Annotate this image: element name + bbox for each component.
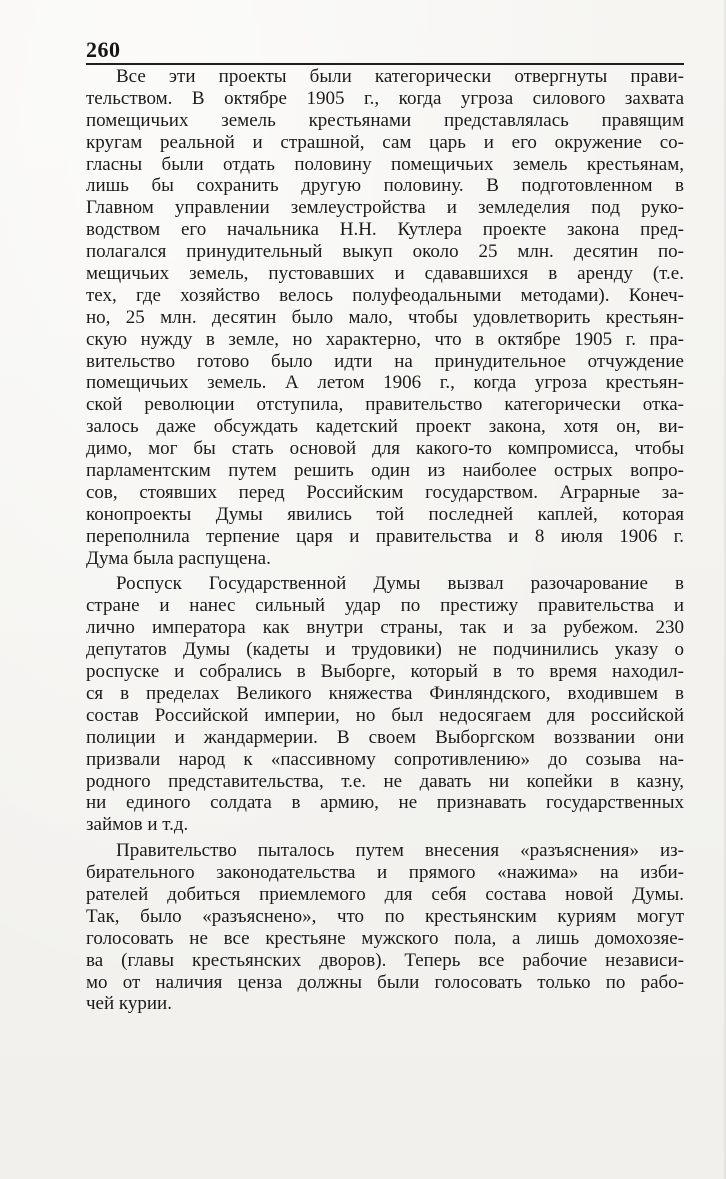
text-line: лично императора как внутри страны, так и за рубежом. 230: [86, 617, 684, 639]
text-line: тех, где хозяйство велось полуфеодальными методами). Конеч-: [86, 284, 684, 306]
text-line: рателей добиться приемлемого для себя состава новой Думы.: [86, 883, 684, 905]
text-line: займов и т.д.: [86, 814, 189, 836]
text-line: ской революции отступила, правительство категорически отка-: [86, 394, 684, 416]
text-line: родного представительства, т.е. не давать ни копейки в казну,: [86, 770, 684, 792]
text-line: полиции и жандармерии. В своем Выборгском воззвании они: [86, 726, 684, 748]
text-line: Правительство пыталось путем внесения «разъяснения» из-: [116, 840, 684, 862]
text-line: кругам реальной и страшной, сам царь и его окружение со-: [86, 131, 684, 153]
header-rule: [86, 63, 684, 65]
text-line: парламентским путем решить один из наиболее острых вопро-: [86, 460, 684, 482]
text-line: призвали народ к «пассивному сопротивлению» до созыва на-: [86, 748, 684, 770]
text-line: Главном управлении землеустройства и земледелия под руко-: [86, 197, 684, 219]
text-line: конопроекты Думы явились той последней каплей, которая: [86, 503, 684, 525]
text-line: Все эти проекты были категорически отвергнуты прави-: [116, 66, 684, 87]
text-line: помещичьих земель. А летом 1906 г., когда угроза крестьян-: [86, 372, 684, 394]
text-line: Дума была распущена.: [86, 547, 271, 569]
text-line: тельством. В октябре 1905 г., когда угроза силового захвата: [86, 87, 684, 109]
text-line: ся в пределах Великого княжества Финляндского, входившем в: [86, 682, 684, 704]
text-line: вительство готово было идти на принудительное отчуждение: [86, 350, 684, 372]
text-line: димо, мог бы стать основой для какого-то компромисса, чтобы: [86, 438, 684, 460]
text-line: мещичьих земель, пустовавших и сдававшихся в аренду (т.е.: [86, 263, 684, 285]
text-line: депутатов Думы (кадеты и трудовики) не подчинились указу о: [86, 639, 684, 661]
text-line: роспуске и собрались в Выборге, который в то время находил-: [86, 661, 684, 683]
paragraph: [86, 66, 684, 569]
text-line: гласны были отдать половину помещичьих земель крестьянам,: [86, 153, 684, 175]
text-line: состав Российской империи, но был недосягаем для российской: [86, 704, 684, 726]
text-line: сов, стоявших перед Российским государством. Аграрные за-: [86, 481, 684, 503]
text-line: голосовать не все крестьяне мужского пола, а лишь домохозяе-: [86, 927, 684, 949]
paragraph: [86, 840, 684, 1015]
text-line: но, 25 млн. десятин было мало, чтобы удовлетворить крестьян-: [86, 306, 684, 328]
text-line: бирательного законодательства и прямого «нажима» на изби-: [86, 862, 684, 884]
text-line: стране и нанес сильный удар по престижу правительства и: [86, 595, 684, 617]
text-line: ва (главы крестьянских дворов). Теперь все рабочие независи-: [86, 949, 684, 971]
text-line: залось даже обсуждать кадетский проект закона, хотя он, ви-: [86, 416, 684, 438]
body-text: [86, 66, 684, 1015]
text-line: помещичьих земель крестьянами представлялась правящим: [86, 109, 684, 131]
page-number: 260: [86, 37, 121, 62]
text-line: водством его начальника Н.Н. Кутлера проекте закона пред-: [86, 219, 684, 241]
text-line: мо от наличия ценза должны были голосовать только по рабо-: [86, 971, 684, 993]
paragraph: [86, 573, 684, 836]
text-line: ни единого солдата в армию, не признавать государственных: [86, 792, 684, 814]
text-line: Роспуск Государственной Думы вызвал разочарование в: [116, 573, 684, 595]
text-line: Так, было «разъяснено», что по крестьянским куриям могут: [86, 905, 684, 927]
text-line: переполнила терпение царя и правительства и 8 июля 1906 г.: [86, 525, 684, 547]
text-line: скую нужду в земле, но характерно, что в октябре 1905 г. пра-: [86, 328, 684, 350]
text-line: чей курии.: [86, 993, 172, 1015]
text-line: лишь бы сохранить другую половину. В подготовленном в: [86, 175, 684, 197]
text-line: полагался принудительный выкуп около 25 млн. десятин по-: [86, 241, 684, 263]
